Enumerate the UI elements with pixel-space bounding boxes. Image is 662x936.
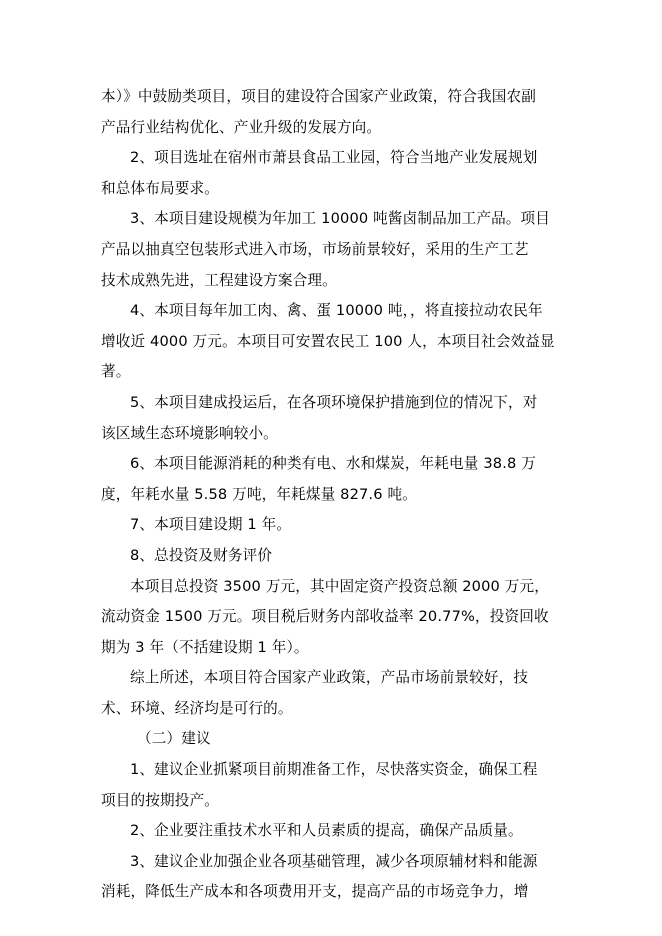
text-line: 3、本项目建设规模为年加工 10000 吨酱卤制品加工产品。项目 [130,210,551,228]
text-line: 综上所述，本项目符合国家产业政策，产品市场前景较好，技 [130,669,529,687]
text-line: 3、建议企业加强企业各项基础管理，减少各项原辅材料和能源 [130,852,538,870]
section-heading: （二）建议 [137,730,211,748]
text-line: 8、总投资及财务评价 [130,546,273,564]
text-line: 2、企业要注重技术水平和人员素质的提高，确保产品质量。 [130,822,523,840]
text-line: 和总体布局要求。 [101,179,219,197]
text-line: 著。 [101,363,131,381]
text-line: 技术成熟先进，工程建设方案合理。 [101,271,337,289]
text-line: 7、本项目建设期 1 年。 [130,516,292,534]
text-line: 消耗，降低生产成本和各项费用开支，提高产品的市场竞争力，增 [101,883,529,901]
text-line: 期为 3 年（不括建设期 1 年）。 [101,638,309,656]
text-line: 流动资金 1500 万元。项目税后财务内部收益率 20.77%，投资回收 [101,608,549,626]
text-line: 本项目总投资 3500 万元，其中固定资产投资总额 2000 万元， [130,577,549,595]
text-line: 术、环境、经济均是可行的。 [101,699,293,717]
text-line: 该区域生态环境影响较小。 [101,424,278,442]
text-line: 4、本项目每年加工肉、禽、蛋 10000 吨，，将直接拉动农民年 [130,302,543,320]
text-line: 本）》中鼓励类项目，项目的建设符合国家产业政策，符合我国农副 [101,88,537,105]
text-line: 5、本项目建成投运后，在各项环境保护措施到位的情况下，对 [130,393,538,411]
text-line: 增收近 4000 万元。本项目可安置农民工 100 人，本项目社会效益显 [101,332,555,350]
text-line: 项目的按期投产。 [101,791,219,809]
text-line: 度，年耗水量 5.58 万吨，年耗煤量 827.6 吨。 [101,485,417,503]
text-line: 2、项目选址在宿州市萧县食品工业园，符合当地产业发展规划 [130,149,538,167]
text-line: 6、本项目能源消耗的种类有电、水和煤炭，年耗电量 38.8 万 [130,455,536,473]
text-line: 产品行业结构优化、产业升级的发展方向。 [101,118,382,136]
body-text [101,82,561,908]
text-line: 产品以抽真空包装形式进入市场，市场前景较好，采用的生产工艺 [101,240,529,258]
text-line: 1、建议企业抓紧项目前期准备工作，尽快落实资金，确保工程 [130,761,538,779]
